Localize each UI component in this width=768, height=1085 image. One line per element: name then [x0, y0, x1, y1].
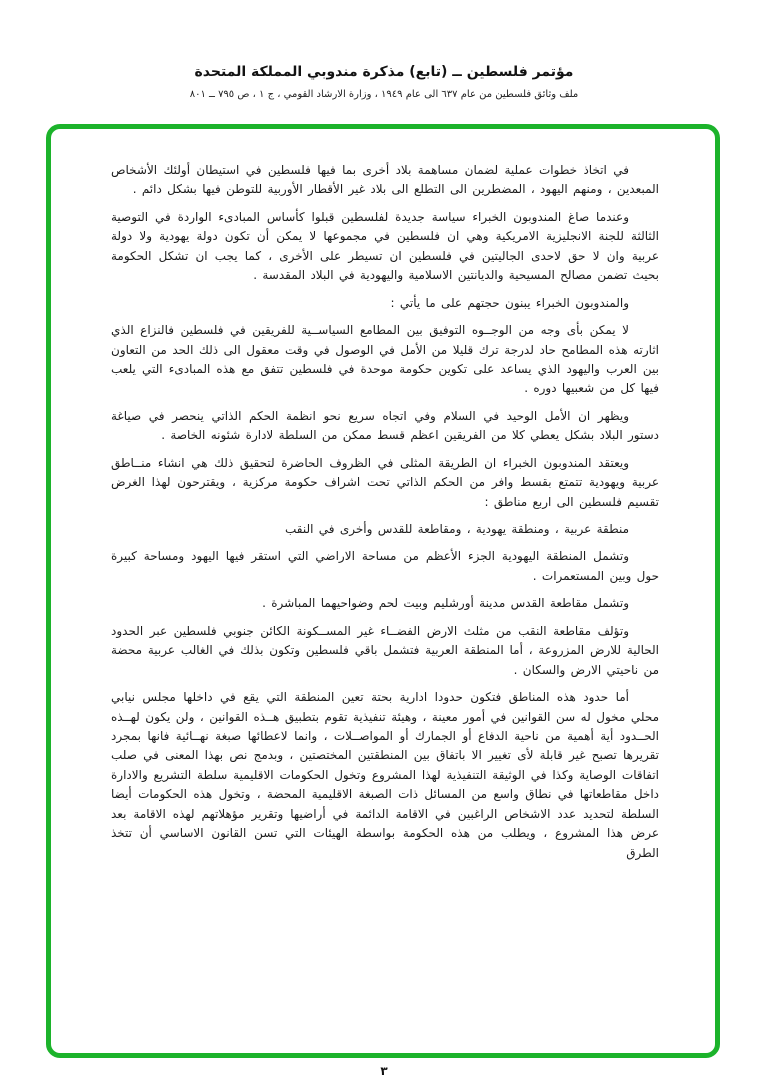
highlight-border-box	[46, 124, 720, 1058]
paragraph: أما حدود هذه المناطق فتكون حدودا ادارية بحتة تعين المنطقة التي يقع في داخلها مجلس نيابي محلي مخول له سن القوانين في أمور معينة ، وهيئة تنفيذية تقوم بتطبيق هــذه القوانين ، ولن يكون لهــذه الحــدود أية أهمية من ناحية الدفاع أو الجمارك أو المواصــلات ، وانما لاعطائها صبغة نهــائية فانها بمجرد تقريرها تصبح غير قابلة لأى تغيير الا باتفاق بين المنطقتين المختصتين ، وبدمج نص بهذا المعنى في صلب اتفاقات الوصاية وكذا في الوثيقة التنفيذية لهذا المشروع وتخول الحكومات الاقليمية سلطة التشريع والادارة داخل مقاطعاتها في نطاق واسع من المسائل ذات الصبغة الاقليمية المحضة ، وتخول هذه الحكومات أيضا السلطة لتحديد عدد الاشخاص الراغبين في الاقامة الدائمة في أراضيها وتقرير مؤهلاتهم لهذه الاقامة بعد عرض هذا المشروع ، ويطلب من هذه الحكومة بواسطة الهيئات التي تسن القانون الاساسي أن تتخذ الطرق	[111, 690, 659, 860]
paragraph: في اتخاذ خطوات عملية لضمان مساهمة بلاد أخرى بما فيها فلسطين في استيطان أولئك الأشخاص المبعدين ، ومنهم اليهود ، المضطرين الى التطلع الى بلاد غير الأقطار الأوربية للتوطن فيها بشكل دائم .	[111, 163, 659, 197]
page-header	[0, 64, 768, 100]
document-body	[51, 129, 715, 863]
paragraph: ويعتقد المندوبون الخبراء ان الطريقة المثلى في الظروف الحاضرة لتحقيق ذلك هي انشاء منــاطق عربية ويهودية تتمتع بقسط وافر من الحكم الذاتي تحت اشراف حكومة مركزية ، ويقترحون لهذا الغرض تقسيم فلسطين الى اربع مناطق :	[111, 455, 659, 509]
paragraph: وتؤلف مقاطعة النقب من مثلث الارض الفضــاء غير المســكونة الكائن جنوبي فلسطين عبر الحدود الحالية للارض المزروعة ، أما المنطقة العربية فتشمل باقي فلسطين وتكون بذلك في الغالب عربية محضة من ناحيتي الارض والسكان .	[111, 623, 659, 677]
paragraph: ويظهر ان الأمل الوحيد في السلام وفي اتجاه سريع نحو انظمة الحكم الذاتي ينحصر في صياغة دستور البلاد بشكل يعطي كلا من الفريقين اعظم قسط ممكن من السلطة لادارة شئونه الخاصة .	[111, 408, 659, 443]
paragraph: والمندوبون الخبراء يبنون حجتهم على ما يأتي :	[390, 295, 629, 310]
paragraph: لا يمكن بأى وجه من الوجــوه التوفيق بين المطامع السياســية للفريقين في فلسطين فالنزاع الذي اثارته هذه المطامح حاد لدرجة ترك قليلا من الأمل في الوصول في وقت معقول الى ذلك الحد من التعاون بين العرب واليهود الذي يساعد على تكوين حكومة موحدة في فلسطين تتفق مع هذه المبادىء التي يلعب فيها كل من شعبيها دوره .	[111, 323, 659, 396]
paragraph: وعندما صاغ المندوبون الخبراء سياسة جديدة لفلسطين قبلوا كأساس المبادىء الواردة في التوصية الثالثة للجنة الانجليزية الامريكية وهي ان فلسطين في مجموعها لا يمكن أن تكون دولة يهودية ولا دولة عربية وان لا حق لاحدى الجاليتين في فلسطين ان تسيطر على الأخرى ، كما يجب ان تشكل الحكومة بحيث تضمن مصالح المسيحية والديانتين الاسلامية واليهودية في البلاد المقدسة .	[111, 209, 659, 283]
paragraph: وتشمل مقاطعة القدس مدينة أورشليم وبيت لحم وضواحيهما المباشرة .	[262, 596, 629, 611]
page-number: ٣	[380, 1064, 388, 1078]
document-title: مؤتمر فلسطين ــ (تابع) مذكرة مندوبي المملكة المتحدة	[194, 64, 574, 80]
paragraph: منطقة عربية ، ومنطقة يهودية ، ومقاطعة للقدس وأخرى في النقب	[285, 522, 629, 536]
document-source-line: ملف وثائق فلسطين من عام ٦٣٧ الى عام ١٩٤٩ ، وزارة الارشاد القومي ، ج ١ ، ص ٧٩٥ ــ ٨٠١	[189, 89, 579, 100]
paragraph: وتشمل المنطقة اليهودية الجزء الأعظم من مساحة الاراضي التي استقر فيها اليهود ومساحة كبيرة حول وبين المستعمرات .	[111, 549, 659, 583]
